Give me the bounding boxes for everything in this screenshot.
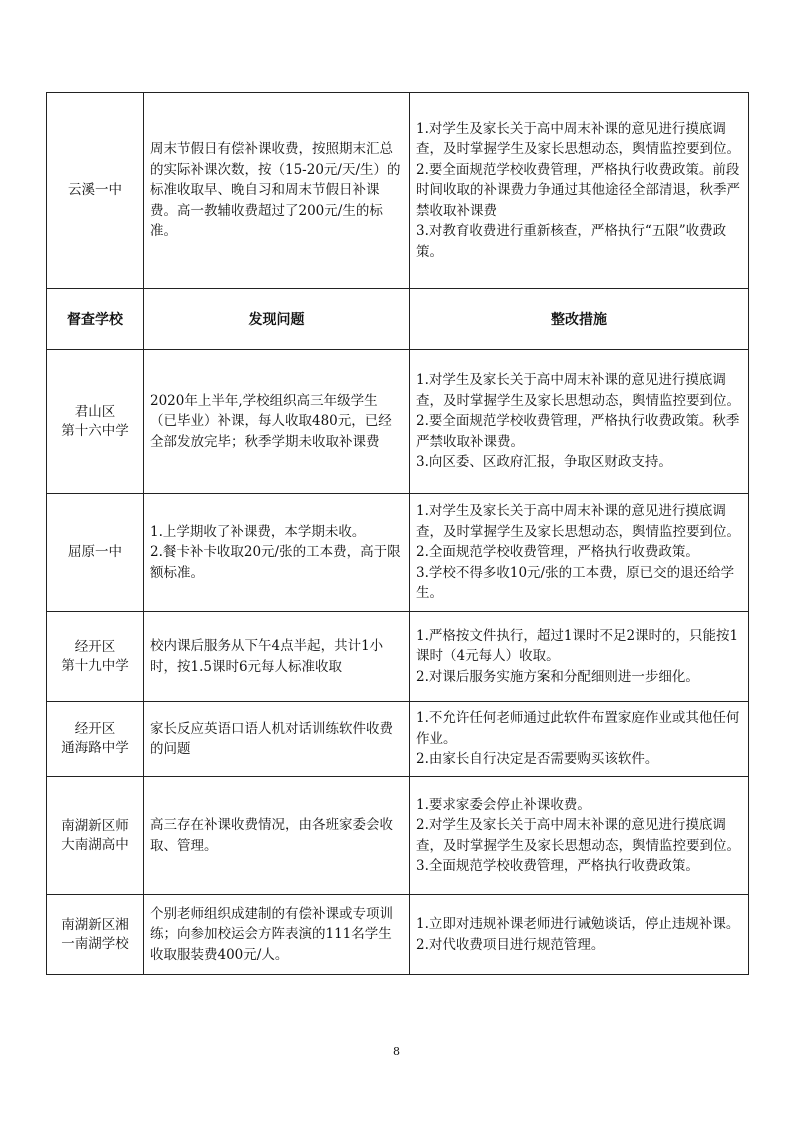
measure-item: 3.学校不得多收10元/张的工本费，原已交的退还给学生。 bbox=[416, 564, 735, 602]
measure-item: 1.对学生及家长关于高中周末补课的意见进行摸底调查，及时掌握学生及家长思想动态，舆情监控要到位。 bbox=[416, 503, 740, 540]
school-cell bbox=[47, 702, 144, 777]
problem-cell bbox=[144, 612, 410, 702]
table-row bbox=[47, 93, 749, 289]
school-cell bbox=[47, 777, 144, 895]
school-name-line: 经开区 bbox=[74, 638, 116, 655]
measure-item: 3.全面规范学校收费管理，严格执行收费政策。 bbox=[416, 858, 699, 874]
school-name-line: 第十六中学 bbox=[61, 422, 129, 439]
table-row bbox=[47, 895, 749, 975]
measures-cell bbox=[410, 494, 749, 612]
problem-cell bbox=[144, 93, 410, 289]
problem-cell bbox=[144, 702, 410, 777]
problem-text: 个别老师组织成建制的有偿补课或专项训练；向参加校运会方阵表演的111名学生收取服装费400元/人。 bbox=[150, 905, 393, 963]
table-row bbox=[47, 350, 749, 494]
school-name-line: 南湖新区师 bbox=[61, 817, 129, 834]
measure-item: 2.对代收费项目进行规范管理。 bbox=[416, 936, 605, 953]
table-header-row bbox=[47, 289, 749, 350]
school-name-line: 第十九中学 bbox=[61, 657, 129, 674]
measure-item: 1.不允许任何老师通过此软件布置家庭作业或其他任何作业。 bbox=[416, 710, 740, 747]
measure-item: 2.要全面规范学校收费管理，严格执行收费政策。秋季严禁收取补课费。 bbox=[416, 413, 740, 450]
measure-item: 3.对教育收费进行重新核查，严格执行“五限”收费政策。 bbox=[416, 223, 727, 260]
problem-text: 1.上学期收了补课费，本学期未收。 bbox=[150, 523, 366, 540]
school-name-line: 通海路中学 bbox=[61, 740, 129, 756]
table-row bbox=[47, 612, 749, 702]
header-problem: 发现问题 bbox=[144, 289, 410, 350]
inspection-table bbox=[46, 92, 749, 975]
measures-cell bbox=[410, 350, 749, 494]
measure-item: 3.向区委、区政府汇报，争取区财政支持。 bbox=[416, 454, 672, 471]
school-name-line: 大南湖高中 bbox=[61, 836, 129, 853]
problem-cell bbox=[144, 777, 410, 895]
header-measures: 整改措施 bbox=[410, 289, 749, 350]
problem-text: 高三存在补课收费情况，由各班家委会收取、管理。 bbox=[150, 817, 393, 854]
measures-cell bbox=[410, 93, 749, 289]
problem-text: 家长反应英语口语人机对话训练软件收费的问题 bbox=[150, 720, 393, 757]
measure-item: 1.立即对违规补课老师进行诫勉谈话，停止违规补课。 bbox=[416, 916, 740, 932]
measure-item: 2.要全面规范学校收费管理，严格执行收费政策。前段时间收取的补课费力争通过其他途径全部清退，秋季严禁收取补课费 bbox=[416, 161, 740, 219]
header-school: 督查学校 bbox=[47, 289, 144, 350]
measure-item: 1.对学生及家长关于高中周末补课的意见进行摸底调查，及时掌握学生及家长思想动态，舆情监控要到位。 bbox=[416, 372, 740, 409]
measures-cell bbox=[410, 777, 749, 895]
problem-text: 2.餐卡补卡收取20元/张的工本费，高于限额标准。 bbox=[150, 544, 401, 581]
measures-cell bbox=[410, 895, 749, 975]
problem-text: 校内课后服务从下午4点半起，共计1小时，按1.5课时6元每人标准收取 bbox=[150, 638, 384, 675]
measure-item: 1.严格按文件执行，超过1课时不足2课时的，只能按1课时（4元每人）收取。 bbox=[416, 627, 739, 665]
school-name-line: 屈原一中 bbox=[68, 544, 122, 560]
school-name-line: 经开区 bbox=[74, 721, 116, 737]
school-name-line: 南湖新区湘 bbox=[61, 916, 129, 933]
school-cell bbox=[47, 494, 144, 612]
measure-item: 2.由家长自行决定是否需要购买该软件。 bbox=[416, 751, 659, 768]
problem-cell bbox=[144, 494, 410, 612]
school-cell bbox=[47, 350, 144, 494]
table-row bbox=[47, 702, 749, 777]
page-number: 8 bbox=[393, 1045, 400, 1058]
problem-text: 周末节假日有偿补课收费，按照期末汇总的实际补课次数，按（15-20元/天/生）的标准收取早、晚自习和周末节假日补课费。高一教辅收费超过了200元/生的标准。 bbox=[150, 141, 401, 240]
problem-cell bbox=[144, 350, 410, 494]
school-cell bbox=[47, 895, 144, 975]
measures-cell bbox=[410, 702, 749, 777]
school-name-line: 君山区 bbox=[74, 403, 116, 420]
table-row bbox=[47, 777, 749, 895]
measure-item: 2.全面规范学校收费管理，严格执行收费政策。 bbox=[416, 544, 699, 561]
school-name-line: 云溪一中 bbox=[68, 182, 122, 198]
problem-cell bbox=[144, 895, 410, 975]
measures-cell bbox=[410, 612, 749, 702]
problem-text: 2020年上半年,学校组织高三年级学生（已毕业）补课，每人收取480元，已经全部发放完毕；秋季学期未收取补课费 bbox=[150, 392, 392, 450]
measure-item: 2.对课后服务实施方案和分配细则进一步细化。 bbox=[416, 668, 699, 685]
school-cell bbox=[47, 612, 144, 702]
measure-item: 1.对学生及家长关于高中周末补课的意见进行摸底调查，及时掌握学生及家长思想动态，舆情监控要到位。 bbox=[416, 120, 740, 158]
school-name-line: 一南湖学校 bbox=[61, 935, 129, 952]
school-cell bbox=[47, 93, 144, 289]
table-row bbox=[47, 494, 749, 612]
measure-item: 1.要求家委会停止补课收费。 bbox=[416, 796, 591, 813]
measure-item: 2.对学生及家长关于高中周末补课的意见进行摸底调查，及时掌握学生及家长思想动态，舆情监控要到位。 bbox=[416, 817, 740, 854]
